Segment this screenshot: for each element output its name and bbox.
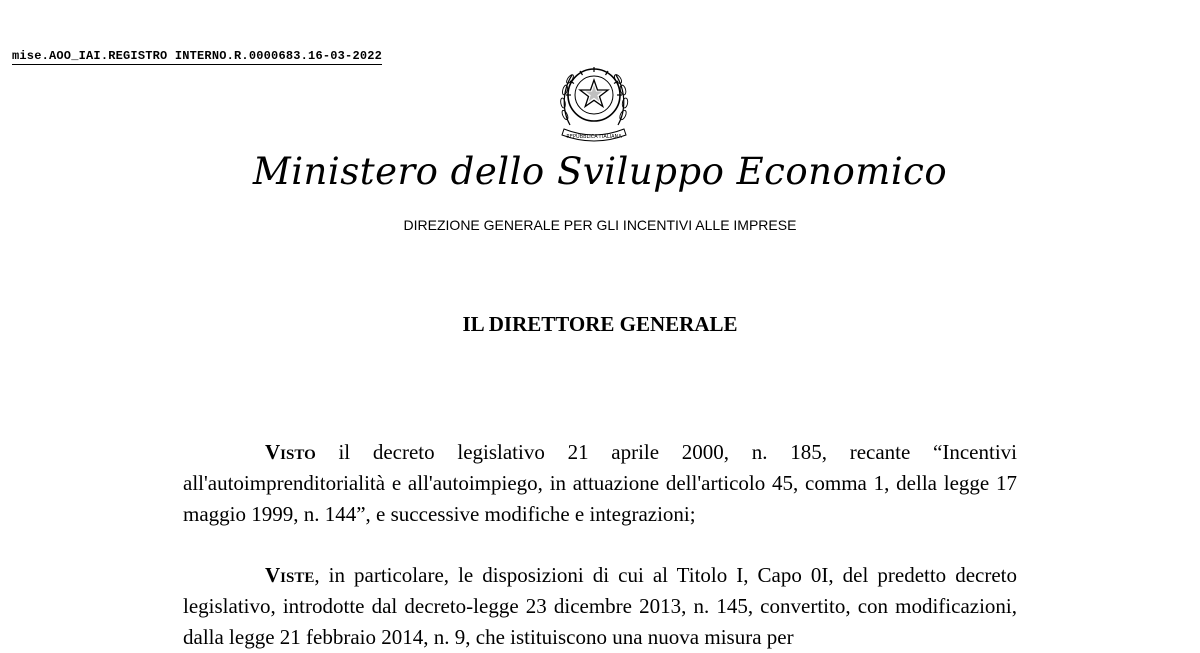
paragraph-visto: [183, 437, 1017, 530]
paragraph-lead: Visto: [265, 440, 316, 464]
document-title: IL DIRETTORE GENERALE: [462, 312, 738, 336]
paragraph-lead: Viste: [265, 563, 315, 587]
paragraph-text: il decreto legislativo 21 aprile 2000, n. 185, recante “Incentivi all'autoimprenditorialità e all'autoimpiego, in attuazione dell'articolo 45, comma 1, della legge 17 maggio 1999, n. 144”, e successive modifiche e integrazioni;: [183, 440, 1017, 526]
ministry-name: Ministero dello Sviluppo Economico: [252, 150, 948, 193]
protocol-number: mise.AOO_IAI.REGISTRO INTERNO.R.0000683.16-03-2022: [12, 49, 383, 63]
svg-text:REPUBBLICA ITALIANA: REPUBBLICA ITALIANA: [566, 134, 622, 140]
paragraph-text: , in particolare, le disposizioni di cui al Titolo I, Capo 0I, del predetto decreto legislativo, introdotte dal decreto-legge 23 dicembre 2013, n. 145, convertito, con modificazioni, dalla legge 21 febbraio 2014, n. 9, che istituiscono una nuova misura per: [183, 563, 1017, 649]
directorate-name: DIREZIONE GENERALE PER GLI INCENTIVI ALLE IMPRESE: [403, 217, 797, 233]
paragraph-viste: [183, 560, 1017, 653]
italian-republic-emblem-icon: [556, 55, 632, 143]
